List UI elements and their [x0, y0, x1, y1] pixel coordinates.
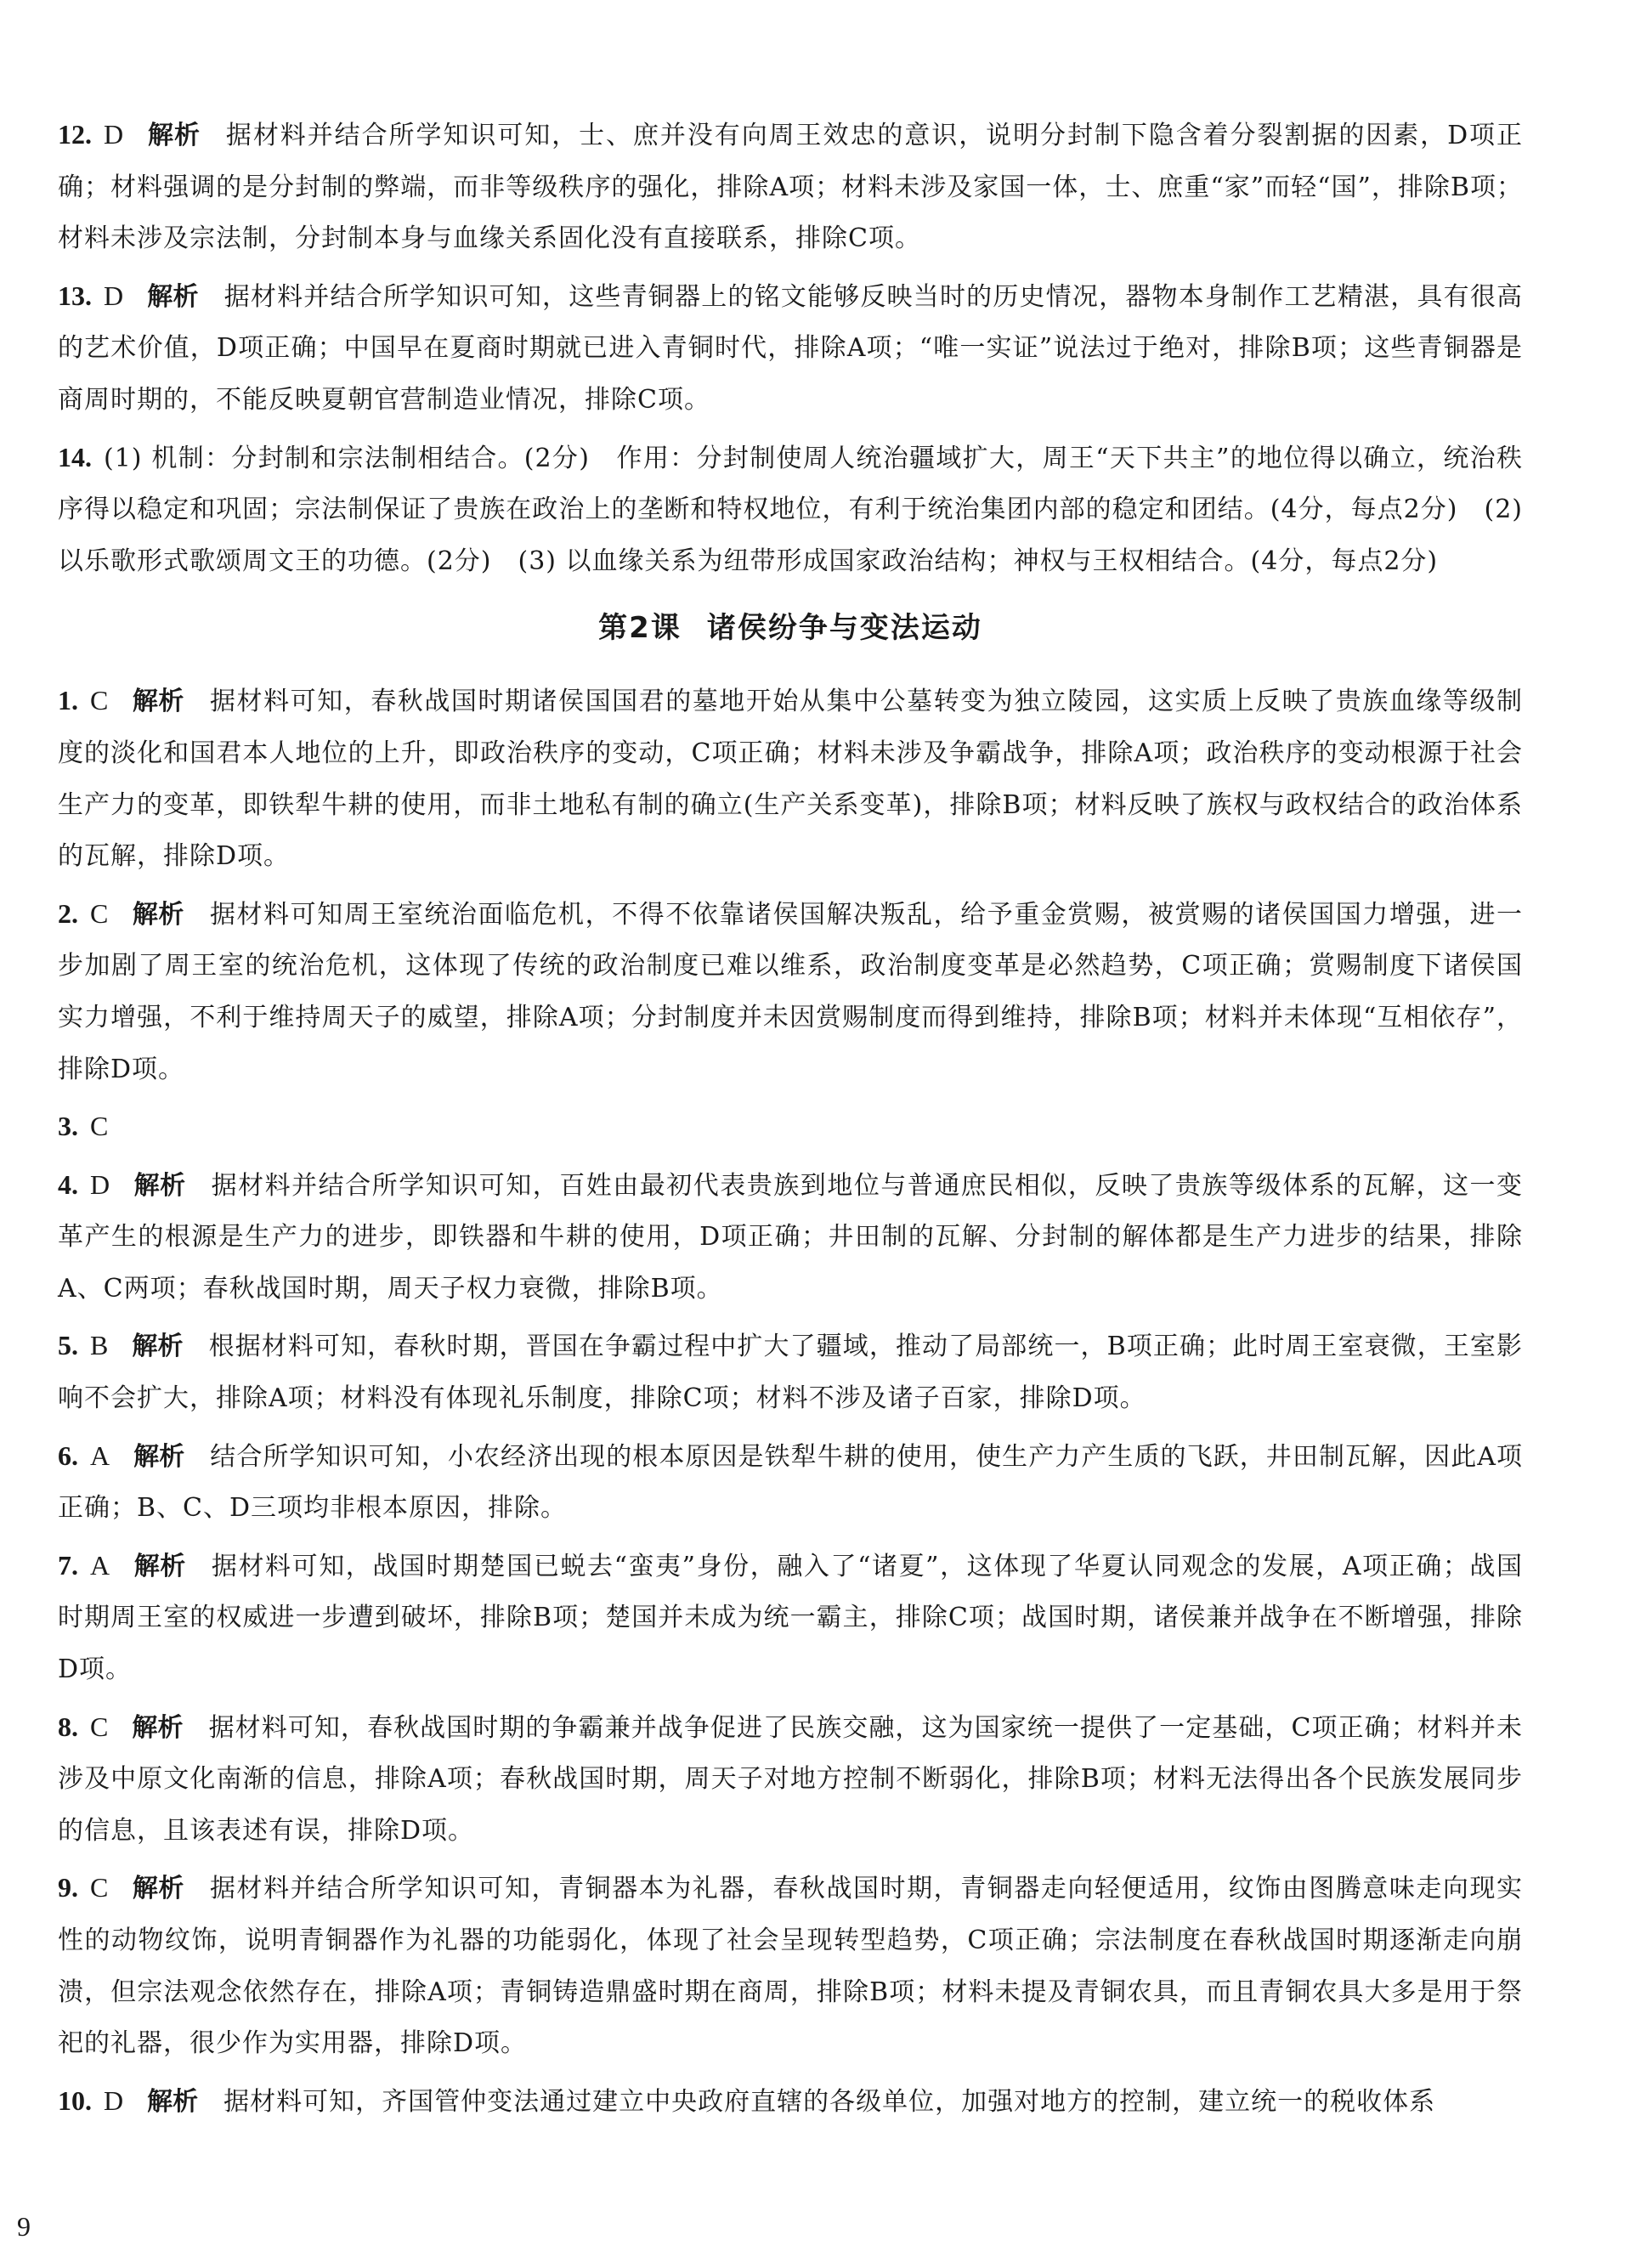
answer-choice: C	[90, 1711, 109, 1742]
analysis-label: 解析	[132, 687, 184, 717]
question-number: 9.	[58, 1872, 78, 1903]
analysis-text: (1) 机制：分封制和宗法制相结合。(2分) 作用：分封制使周人统治疆域扩大，周王“天下共主”的地位得以确立，统治秩序得以稳定和巩固；宗法制保证了贵族在政治上的垄断和特权地位，有利于统治集团内部的稳定和团结。(4分，每点2分) (2) 以乐歌形式歌颂周文王的功德。(2分) (3) 以血缘关系为纽带形成国家政治结构；神权与王权相结合。(4分，每点2分)	[58, 443, 1523, 576]
analysis-label: 解析	[132, 1712, 184, 1743]
analysis-text: 据材料并结合所学知识可知，士、庶并没有向周王效忠的意识，说明分封制下隐含着分裂割据的因素，D项正确；材料强调的是分封制的弊端，而非等级秩序的强化，排除A项；材料未涉及家国一体，士、庶重“家”而轻“国”，排除B项；材料未涉及宗法制，分封制本身与血缘关系固化没有直接联系，排除C项。	[58, 121, 1523, 254]
analysis-label: 解析	[147, 281, 199, 312]
question-number: 12.	[58, 119, 92, 150]
question-number: 6.	[58, 1439, 78, 1471]
analysis-text: 据材料可知，齐国管仲变法通过建立中央政府直辖的各级单位，加强对地方的控制，建立统一的税收体系	[223, 2086, 1436, 2117]
question-number: 8.	[58, 1711, 78, 1742]
question-number: 3.	[58, 1111, 78, 1142]
answer-choice: C	[90, 1111, 109, 1142]
question-number: 2.	[58, 897, 78, 929]
question-number: 10.	[58, 2084, 92, 2116]
analysis-text: 据材料可知，春秋战国时期诸侯国国君的墓地开始从集中公墓转变为独立陵园，这实质上反映了贵族血缘等级制度的淡化和国君本人地位的上升，即政治秩序的变动，C项正确；材料未涉及争霸战争，排除A项；政治秩序的变动根源于社会生产力的变革，即铁犁牛耕的使用，而非土地私有制的确立(生产关系变革)，排除B项；材料反映了族权与政权结合的政治体系的瓦解，排除D项。	[58, 687, 1524, 872]
analysis-label: 解析	[132, 899, 184, 930]
answer-item	[58, 888, 1523, 1095]
question-number: 4.	[58, 1168, 78, 1200]
answer-item	[58, 1100, 1523, 1154]
answer-item	[58, 432, 1523, 588]
answer-item	[58, 2075, 1523, 2129]
analysis-text: 根据材料可知，春秋时期，晋国在争霸过程中扩大了疆域，推动了局部统一，B项正确；此时周王室衰微，王室影响不会扩大，排除A项；材料没有体现礼乐制度，排除C项；材料不涉及诸子百家，排除D项。	[58, 1332, 1524, 1414]
answer-choice: D	[104, 280, 124, 311]
answer-item	[58, 109, 1523, 265]
lesson-title: 诸侯纷争与变法运动	[706, 611, 982, 646]
answer-item	[58, 1320, 1523, 1424]
analysis-label: 解析	[133, 1170, 186, 1201]
answer-item	[58, 675, 1523, 882]
answer-choice: D	[104, 119, 124, 150]
analysis-text: 结合所学知识可知，小农经济出现的根本原因是铁犁牛耕的使用，使生产力产生质的飞跃，井田制瓦解，因此A项正确；B、C、D三项均非根本原因，排除。	[58, 1441, 1523, 1524]
page-number: 9	[17, 2211, 31, 2242]
answer-item	[58, 1430, 1523, 1535]
question-number: 1.	[58, 685, 78, 716]
answer-choice: B	[90, 1330, 109, 1361]
answer-item	[58, 1862, 1523, 2069]
question-number: 7.	[58, 1549, 78, 1581]
answer-choice: D	[104, 2084, 124, 2116]
analysis-label: 解析	[147, 121, 201, 150]
question-number: 5.	[58, 1330, 78, 1361]
answer-item	[58, 1701, 1523, 1858]
analysis-text: 据材料并结合所学知识可知，这些青铜器上的铭文能够反映当时的历史情况，器物本身制作工艺精湛，具有很高的艺术价值，D项正确；中国早在夏商时期就已进入青铜时代，排除A项；“唯一实证”说法过于绝对，排除B项；这些青铜器是商周时期的，不能反映夏朝官营制造业情况，排除C项。	[58, 281, 1524, 415]
analysis-label: 解析	[147, 2086, 199, 2117]
answer-item	[58, 1159, 1523, 1315]
answer-page	[58, 109, 1523, 2133]
answer-list-lesson-2	[58, 675, 1523, 2128]
answer-item	[58, 1540, 1523, 1696]
answer-choice: C	[90, 897, 109, 929]
section-heading	[58, 604, 1523, 646]
question-number: 14.	[58, 441, 92, 472]
analysis-text: 据材料并结合所学知识可知，青铜器本为礼器，春秋战国时期，青铜器走向轻便适用，纹饰由图腾意味走向现实性的动物纹饰，说明青铜器作为礼器的功能弱化，体现了社会呈现转型趋势，C项正确；宗法制度在春秋战国时期逐渐走向崩溃，但宗法观念依然存在，排除A项；青铜铸造鼎盛时期在商周，排除B项；材料未提及青铜农具，而且青铜农具大多是用于祭祀的礼器，很少作为实用器，排除D项。	[58, 1874, 1524, 2059]
analysis-label: 解析	[133, 1441, 185, 1472]
answer-choice: D	[90, 1168, 110, 1200]
lesson-number: 第2课	[598, 611, 682, 646]
analysis-text: 据材料并结合所学知识可知，百姓由最初代表贵族到地位与普通庶民相似，反映了贵族等级体系的瓦解，这一变革产生的根源是生产力的进步，即铁器和牛耕的使用，D项正确；井田制的瓦解、分封制的解体都是生产力进步的结果，排除A、C两项；春秋战国时期，周天子权力衰微，排除B项。	[58, 1170, 1524, 1304]
analysis-label: 解析	[132, 1332, 184, 1362]
answer-choice: C	[90, 1872, 109, 1903]
answer-list-previous	[58, 109, 1523, 587]
answer-item	[58, 270, 1523, 427]
answer-choice: A	[90, 1439, 110, 1471]
analysis-text: 据材料可知，春秋战国时期的争霸兼并战争促进了民族交融，这为国家统一提供了一定基础，C项正确；材料并未涉及中原文化南渐的信息，排除A项；春秋战国时期，周天子对地方控制不断弱化，排除B项；材料无法得出各个民族发展同步的信息，且该表述有误，排除D项。	[58, 1712, 1524, 1846]
analysis-label: 解析	[132, 1874, 184, 1904]
answer-choice: C	[90, 685, 109, 716]
question-number: 13.	[58, 280, 92, 311]
answer-choice: A	[90, 1549, 110, 1581]
analysis-text: 据材料可知，战国时期楚国已蜕去“蛮夷”身份，融入了“诸夏”，这体现了华夏认同观念的发展，A项正确；战国时期周王室的权威进一步遭到破坏，排除B项；楚国并未成为统一霸主，排除C项；战国时期，诸侯兼并战争在不断增强，排除D项。	[58, 1551, 1523, 1685]
analysis-text: 据材料可知周王室统治面临危机，不得不依靠诸侯国解决叛乱，给予重金赏赐，被赏赐的诸侯国国力增强，进一步加剧了周王室的统治危机，这体现了传统的政治制度已难以维系，政治制度变革是必然趋势，C项正确；赏赐制度下诸侯国实力增强，不利于维持周天子的威望，排除A项；分封制度并未因赏赐制度而得到维持，排除B项；材料并未体现“互相依存”，排除D项。	[58, 899, 1524, 1084]
analysis-label: 解析	[133, 1551, 186, 1581]
